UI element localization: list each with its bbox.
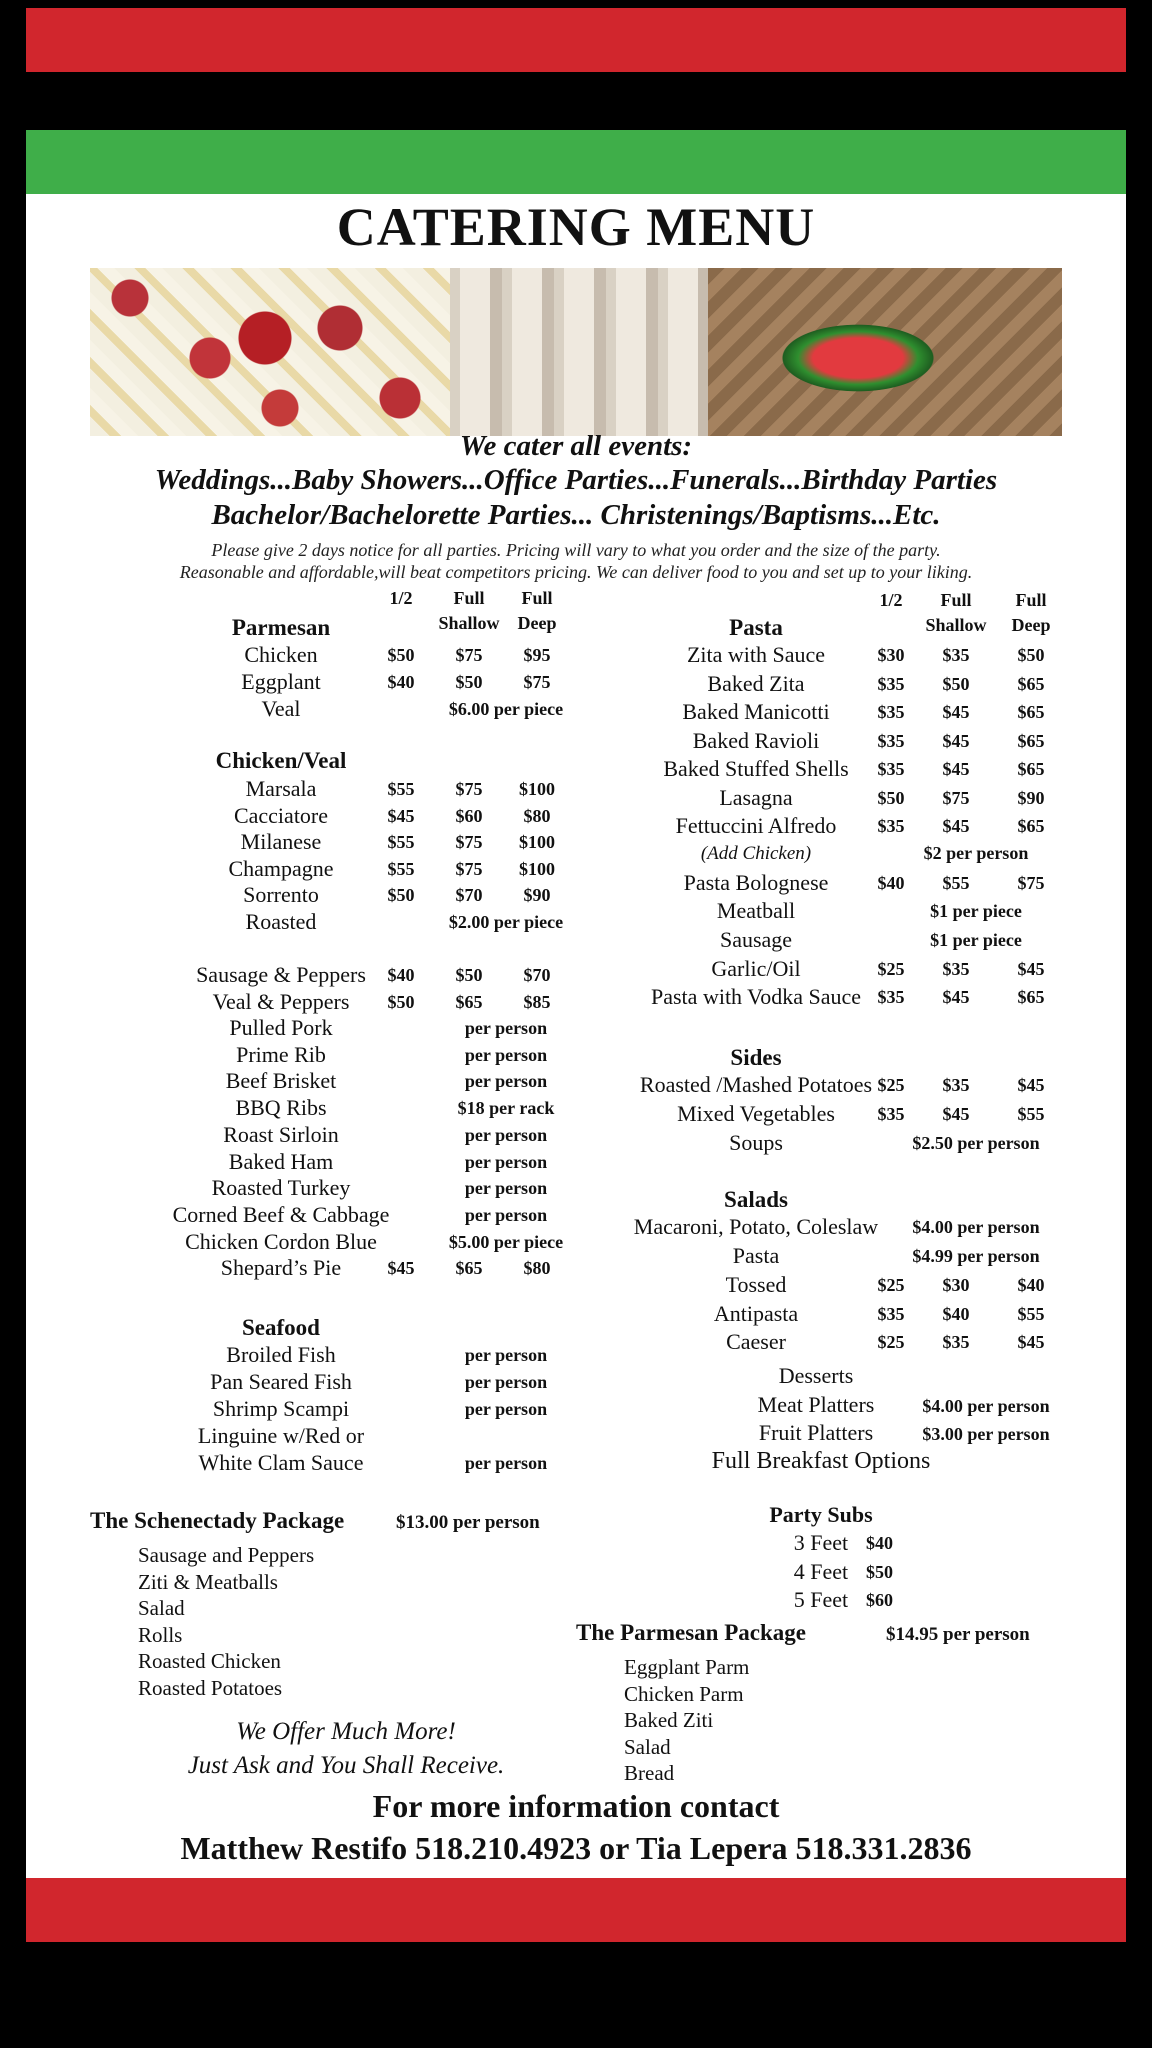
right-hdr-shallow: Shallow xyxy=(925,615,987,635)
soups-row-price: $2.50 per person xyxy=(912,1133,1040,1153)
salad-row-half: $25 xyxy=(877,1332,905,1352)
meat-row-price: $18 per rack xyxy=(457,1098,555,1119)
left-hdr-full2: Full xyxy=(521,588,553,608)
salad-row-deep: $45 xyxy=(1017,1332,1045,1352)
sides-row-half: $35 xyxy=(877,1104,905,1124)
sides-row-deep: $45 xyxy=(1017,1075,1045,1095)
vodka-row-deep: $65 xyxy=(1017,987,1045,1007)
chickenveal-row-deep: $80 xyxy=(523,805,551,826)
pasta-row-half: $35 xyxy=(877,730,905,751)
pasta-row-name: Fettuccini Alfredo xyxy=(675,813,837,838)
parmesan-package-item: Salad xyxy=(624,1734,671,1759)
schenectady-item: Rolls xyxy=(138,1622,183,1647)
pasta-row-name: Baked Ravioli xyxy=(692,727,820,753)
top-red-band xyxy=(26,8,1126,72)
sides-row-shallow: $35 xyxy=(942,1075,970,1095)
sides-heading: Sides xyxy=(730,1045,782,1070)
pasta-row-deep: $90 xyxy=(1017,787,1045,808)
pasta-row-deep: $65 xyxy=(1017,816,1045,836)
parmesan-package-price: $14.95 per person xyxy=(886,1624,1030,1645)
pasta-row-name: Zita with Sauce xyxy=(686,642,826,667)
tagline-2: Just Ask and You Shall Receive. xyxy=(187,1752,505,1779)
meat-platters-price: $4.00 per person xyxy=(922,1396,1050,1416)
meat-row-price: per person xyxy=(464,1151,548,1172)
shepards-pie-row-shallow: $65 xyxy=(455,1258,483,1278)
shepards-pie-row-half: $45 xyxy=(387,1258,415,1278)
meat-row-name: Prime Rib xyxy=(236,1041,326,1067)
soups-row-name: Soups xyxy=(729,1130,783,1155)
right-hdr-half: 1/2 xyxy=(879,590,903,610)
right-hdr-full2: Full xyxy=(1015,590,1047,610)
bottom-red-band xyxy=(26,1878,1126,1942)
chickenveal-row-half: $55 xyxy=(387,779,415,799)
meat-row-name: Corned Beef & Cabbage xyxy=(172,1201,390,1227)
pasta-row-name: Baked Manicotti xyxy=(682,699,830,724)
breakfast-options: Full Breakfast Options xyxy=(711,1448,931,1474)
menu-sheet xyxy=(26,130,1126,1878)
veal-peppers-row-name: Veal & Peppers xyxy=(212,989,350,1014)
chickenveal-row-deep: $90 xyxy=(523,885,551,905)
bolognese-row-half: $40 xyxy=(877,873,905,893)
parmesan-package-item: Bread xyxy=(624,1761,675,1785)
pasta-heading: Pasta xyxy=(729,615,783,640)
pasta-row-deep: $65 xyxy=(1017,730,1045,751)
garlic-oil-row-half: $25 xyxy=(877,959,905,979)
linguine-price: per person xyxy=(464,1453,548,1473)
schenectady-item: Roasted Chicken xyxy=(138,1649,281,1673)
pasta-row-shallow: $45 xyxy=(942,730,970,751)
sub-size: 3 Feet xyxy=(793,1530,849,1555)
salads-heading: Salads xyxy=(724,1187,788,1212)
sausage-peppers-row-name: Sausage & Peppers xyxy=(196,962,366,987)
sides-row-name: Mixed Vegetables xyxy=(677,1101,835,1126)
veal-peppers-row-half: $50 xyxy=(387,992,415,1012)
salad-row-deep: $55 xyxy=(1017,1303,1045,1324)
pasta-row-shallow: $35 xyxy=(942,645,970,665)
garlic-oil-row-deep: $45 xyxy=(1017,959,1045,979)
intro-events-1: Weddings...Baby Showers...Office Parties...Funerals...Birthday Parties xyxy=(154,464,998,496)
chickenveal-row-name: Marsala xyxy=(245,776,317,801)
fruit-platters-price: $3.00 per person xyxy=(922,1424,1050,1444)
chickenveal-row-deep: $100 xyxy=(519,832,555,852)
sausage-peppers-row-half: $40 xyxy=(387,965,415,985)
meat-row-name: BBQ Ribs xyxy=(235,1095,327,1121)
parmesan-row-deep: $75 xyxy=(523,672,551,692)
bolognese-row-shallow: $55 xyxy=(942,873,970,893)
pasta-row-half: $35 xyxy=(877,759,905,779)
seafood-row-price: per person xyxy=(464,1372,548,1392)
pasta-row-name: Baked Stuffed Shells xyxy=(663,756,849,781)
bread-photo xyxy=(450,268,708,436)
shepards-pie-row-name: Shepard’s Pie xyxy=(220,1255,342,1280)
left-hdr-deep: Deep xyxy=(517,613,557,633)
schenectady-price: $13.00 per person xyxy=(396,1512,540,1533)
roasted-row-name: Roasted xyxy=(245,909,317,934)
parmesan-package-item: Eggplant Parm xyxy=(624,1655,750,1679)
chickenveal-row-name: Cacciatore xyxy=(233,802,329,828)
parmesan-row-shallow: $75 xyxy=(455,645,483,665)
linguine-line1: Linguine w/Red or xyxy=(197,1423,365,1448)
green-band xyxy=(26,130,1126,194)
salad-row-half: $35 xyxy=(877,1303,905,1324)
chickenveal-row-shallow: $60 xyxy=(455,805,483,826)
sausage-peppers-row-shallow: $50 xyxy=(455,965,483,985)
pasta-row-deep: $65 xyxy=(1017,673,1045,694)
sausage-row-name: Sausage xyxy=(719,927,793,952)
chickenveal-heading: Chicken/Veal xyxy=(215,748,347,773)
parmesan-package-item: Chicken Parm xyxy=(624,1681,744,1706)
pasta-row-shallow: $45 xyxy=(942,702,970,722)
left-hdr-shallow: Shallow xyxy=(438,613,500,633)
contact-details: Matthew Restifo 518.210.4923 or Tia Lepera 518.331.2836 xyxy=(180,1830,972,1866)
photo-strip xyxy=(90,268,1062,436)
meat-row-name: Baked Ham xyxy=(228,1148,334,1174)
bolognese-row-name: Pasta Bolognese xyxy=(683,870,829,895)
parmesan-heading: Parmesan xyxy=(231,615,331,640)
veal-peppers-row-shallow: $65 xyxy=(455,992,483,1012)
sides-row-half: $25 xyxy=(877,1075,905,1095)
parmesan-row-half: $40 xyxy=(387,672,415,692)
antipasto-photo xyxy=(90,268,450,436)
tagline-1: We Offer Much More! xyxy=(236,1718,456,1745)
shepards-pie-row-deep: $80 xyxy=(523,1258,551,1278)
meat-row-price: per person xyxy=(464,1071,548,1092)
chickenveal-row-name: Champagne xyxy=(228,855,334,881)
meat-row-name: Pulled Pork xyxy=(229,1015,333,1040)
pasta-row-name: Baked Zita xyxy=(707,670,805,696)
chickenveal-row-deep: $100 xyxy=(519,858,555,879)
pasta-row-half: $35 xyxy=(877,673,905,694)
sub-price: $40 xyxy=(866,1533,893,1553)
garlic-oil-row-name: Garlic/Oil xyxy=(711,956,801,981)
fruit-photo xyxy=(708,268,1062,436)
vodka-row-half: $35 xyxy=(877,987,905,1007)
right-hdr-deep: Deep xyxy=(1011,615,1051,635)
veal-row-price: $6.00 per piece xyxy=(448,699,564,719)
sub-price: $50 xyxy=(866,1561,893,1582)
pasta-row-deep: $65 xyxy=(1017,702,1045,722)
vodka-row-name: Pasta with Vodka Sauce xyxy=(651,984,861,1009)
sides-row-name: Roasted /Mashed Potatoes xyxy=(639,1072,873,1097)
roasted-row-price: $2.00 per piece xyxy=(448,912,564,932)
meat-row-price: per person xyxy=(464,1018,548,1038)
pasta-row-deep: $50 xyxy=(1017,645,1045,665)
pasta-row-half: $30 xyxy=(877,645,905,665)
salad-row-name: Caeser xyxy=(726,1329,786,1354)
veal-peppers-row-deep: $85 xyxy=(523,992,551,1012)
meat-row-price: $5.00 per piece xyxy=(448,1231,564,1252)
parmesan-row-name: Chicken xyxy=(244,642,318,667)
chickenveal-row-shallow: $75 xyxy=(455,858,483,879)
schenectady-item: Ziti & Meatballs xyxy=(138,1569,278,1594)
parmesan-row-name: Eggplant xyxy=(241,669,321,694)
pasta-row-deep: $65 xyxy=(1017,759,1045,779)
sub-size: 5 Feet xyxy=(793,1587,849,1612)
chickenveal-row-half: $50 xyxy=(387,885,415,905)
sides-row-deep: $55 xyxy=(1017,1104,1045,1124)
bolognese-row-deep: $75 xyxy=(1017,873,1045,893)
meat-row-name: Roasted Turkey xyxy=(211,1175,351,1201)
sub-size: 4 Feet xyxy=(793,1558,849,1584)
pasta-row-half: $35 xyxy=(877,816,905,836)
add-chicken-price: $2 per person xyxy=(923,843,1029,863)
add-chicken-name: (Add Chicken) xyxy=(700,843,812,864)
sides-row-shallow: $45 xyxy=(942,1104,970,1124)
pasta-row-half: $35 xyxy=(877,702,905,722)
schenectady-item: Sausage and Peppers xyxy=(138,1543,315,1567)
meat-row-name: Roast Sirloin xyxy=(223,1121,339,1147)
chickenveal-row-half: $55 xyxy=(387,832,415,852)
pasta-salad-row-price: $4.99 per person xyxy=(912,1246,1040,1266)
linguine-line2: White Clam Sauce xyxy=(198,1450,364,1475)
sausage-peppers-row-deep: $70 xyxy=(523,965,551,985)
salad-row-deep: $40 xyxy=(1017,1275,1045,1295)
schenectady-heading: The Schenectady Package xyxy=(90,1508,345,1533)
chickenveal-row-half: $55 xyxy=(387,858,415,879)
seafood-row-name: Broiled Fish xyxy=(226,1342,336,1367)
garlic-oil-row-shallow: $35 xyxy=(942,959,970,979)
schenectady-item: Salad xyxy=(138,1596,185,1620)
seafood-row-price: per person xyxy=(464,1345,548,1365)
salad-row-shallow: $40 xyxy=(942,1303,970,1324)
chickenveal-row-deep: $100 xyxy=(519,779,555,799)
intro-heading: We cater all events: xyxy=(459,430,693,462)
salad-row-half: $25 xyxy=(877,1275,905,1295)
chickenveal-row-half: $45 xyxy=(387,805,415,826)
parmesan-row-shallow: $50 xyxy=(455,672,483,692)
pasta-row-shallow: $75 xyxy=(942,787,970,808)
fruit-platters-name: Fruit Platters xyxy=(758,1420,874,1445)
chickenveal-row-name: Milanese xyxy=(240,829,322,854)
left-hdr-half: 1/2 xyxy=(389,588,413,608)
parmesan-row-deep: $95 xyxy=(523,645,551,665)
mac-salad-row-name: Macaroni, Potato, Coleslaw xyxy=(633,1214,879,1239)
left-hdr-full1: Full xyxy=(453,588,485,608)
schenectady-item: Roasted Potatoes xyxy=(138,1675,283,1700)
vodka-row-shallow: $45 xyxy=(942,987,970,1007)
pricing-text: Reasonable and affordable,will beat competitors pricing. We can deliver food to you and set up to your liking. xyxy=(179,562,973,582)
meat-row-price: per person xyxy=(464,1178,548,1199)
seafood-row-price: per person xyxy=(464,1399,548,1419)
pasta-row-shallow: $50 xyxy=(942,673,970,694)
salad-row-shallow: $35 xyxy=(942,1332,970,1352)
contact-heading: For more information contact xyxy=(372,1788,780,1824)
party-subs-heading: Party Subs xyxy=(769,1502,873,1527)
pasta-row-shallow: $45 xyxy=(942,816,970,836)
sub-price: $60 xyxy=(866,1590,893,1610)
salad-row-name: Antipasta xyxy=(713,1300,799,1326)
salad-row-name: Tossed xyxy=(725,1272,787,1297)
chickenveal-row-shallow: $75 xyxy=(455,779,483,799)
salad-row-shallow: $30 xyxy=(942,1275,970,1295)
meat-row-name: Chicken Cordon Blue xyxy=(185,1228,377,1254)
meat-row-price: per person xyxy=(464,1044,548,1065)
intro-events-2: Bachelor/Bachelorette Parties... Christenings/Baptisms...Etc. xyxy=(211,499,941,531)
chickenveal-row-shallow: $75 xyxy=(455,832,483,852)
chickenveal-row-shallow: $70 xyxy=(455,885,483,905)
seafood-row-name: Shrimp Scampi xyxy=(212,1396,350,1421)
page-title: CATERING MENU xyxy=(336,197,816,257)
pasta-salad-row-name: Pasta xyxy=(732,1243,780,1268)
right-hdr-full1: Full xyxy=(940,590,972,610)
chickenveal-row-name: Sorrento xyxy=(243,882,319,907)
meatball-row-price: $1 per piece xyxy=(930,901,1022,921)
seafood-heading: Seafood xyxy=(242,1315,320,1340)
mac-salad-row-price: $4.00 per person xyxy=(912,1217,1040,1237)
meat-row-price: per person xyxy=(464,1124,548,1145)
meat-row-name: Beef Brisket xyxy=(225,1068,337,1094)
seafood-row-name: Pan Seared Fish xyxy=(210,1369,352,1394)
notice-text: Please give 2 days notice for all parties. Pricing will vary to what you order and the size of the party. xyxy=(211,540,941,560)
desserts-label: Desserts xyxy=(778,1363,854,1388)
pasta-row-shallow: $45 xyxy=(942,759,970,779)
parmesan-row-half: $50 xyxy=(387,645,415,665)
pasta-row-half: $50 xyxy=(877,787,905,808)
meatball-row-name: Meatball xyxy=(716,898,796,923)
veal-row-name: Veal xyxy=(261,696,301,721)
parmesan-package-item: Baked Ziti xyxy=(624,1708,714,1732)
sausage-row-price: $1 per piece xyxy=(930,930,1022,950)
parmesan-package-heading: The Parmesan Package xyxy=(576,1620,806,1645)
meat-platters-name: Meat Platters xyxy=(757,1392,875,1417)
pasta-row-name: Lasagna xyxy=(719,784,793,810)
meat-row-price: per person xyxy=(464,1204,548,1225)
